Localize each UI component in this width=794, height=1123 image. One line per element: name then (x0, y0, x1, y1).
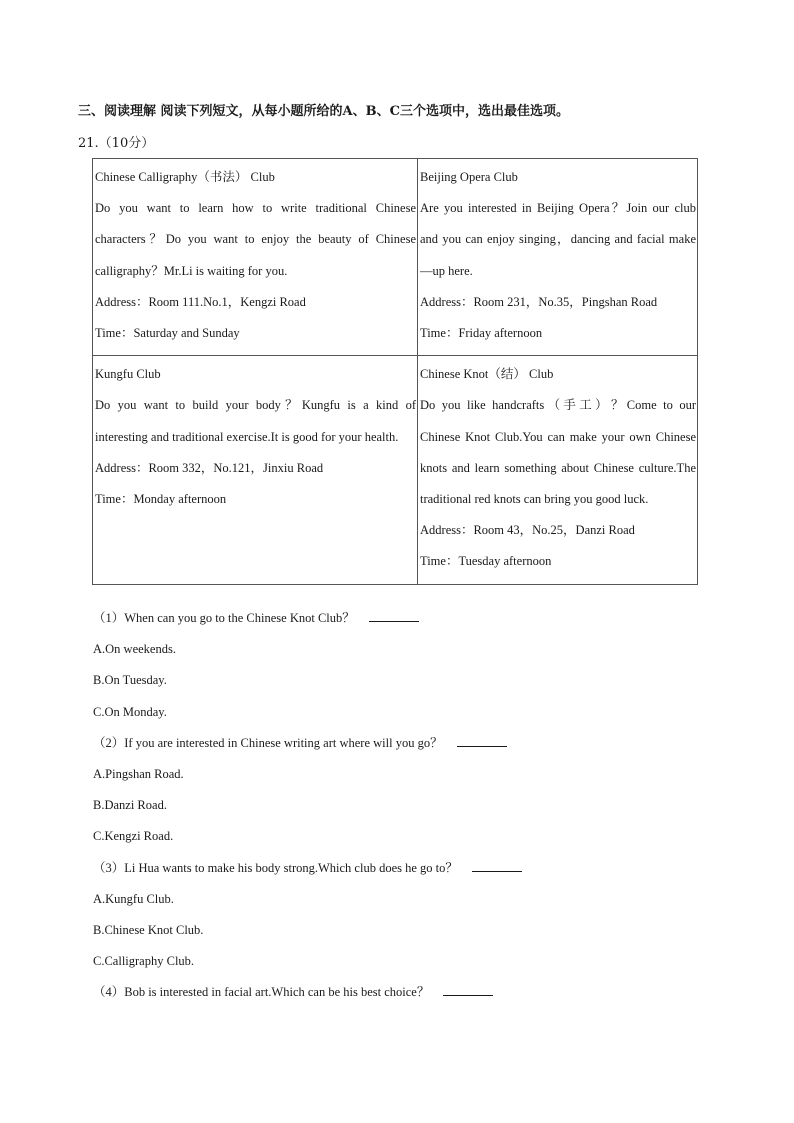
answer-option[interactable]: A.Pingshan Road. (93, 767, 184, 782)
club-description: Do you want to learn how to write traditional Chinese characters？Do you want to enjoy the beauty of Chinese calligraphy？Mr.Li is waiting for you. (95, 201, 416, 278)
answer-option[interactable]: C.Calligraphy Club. (93, 954, 195, 969)
section-heading: 三、阅读理解 阅读下列短文，从每小题所给的A、B、C三个选项中，选出最佳选项。 (78, 104, 569, 119)
answer-blank[interactable] (369, 620, 419, 622)
club-name: Beijing Opera Club (420, 170, 518, 184)
answer-blank[interactable] (472, 870, 522, 872)
table-row (93, 159, 698, 356)
answer-option[interactable]: B.Chinese Knot Club. (93, 923, 204, 938)
club-cell-calligraphy (93, 159, 418, 356)
club-address: Address：Room 43，No.25，Danzi Road (420, 523, 635, 538)
answer-option[interactable]: A.Kungfu Club. (93, 891, 174, 906)
question-number: 21.（10分） (78, 136, 155, 151)
club-name: Kungfu Club (95, 367, 161, 382)
question-stem: （1）When can you go to the Chinese Knot Club？ (93, 611, 355, 625)
question-stem: （3）Li Hua wants to make his body strong.Which club does he go to？ (93, 860, 458, 875)
question-stem-line (93, 853, 703, 884)
question-block (93, 603, 703, 728)
question-stem-line (93, 603, 703, 634)
club-time: Time：Tuesday afternoon (420, 554, 552, 569)
question-block (93, 728, 703, 853)
question-block (93, 977, 703, 1008)
clubs-table (92, 158, 698, 585)
answer-option[interactable]: C.On Monday. (93, 704, 167, 719)
club-description: Are you interested in Beijing Opera？Join our club and you can enjoy singing，dancing and facial make—up here. (420, 201, 696, 278)
answer-option[interactable]: A.On weekends. (93, 642, 176, 657)
club-time: Time：Saturday and Sunday (95, 326, 240, 341)
question-stem: （4）Bob is interested in facial art.Which can be his best choice？ (93, 985, 430, 1000)
club-time: Time：Friday afternoon (420, 326, 543, 341)
answer-blank[interactable] (457, 745, 507, 747)
club-address: Address：Room 231，No.35，Pingshan Road (420, 294, 658, 309)
club-address: Address：Room 111.No.1，Kengzi Road (95, 294, 306, 309)
club-description: Do you want to build your body？Kungfu is a kind of interesting and traditional exercise.It is good for your health. (95, 398, 416, 444)
club-name: Chinese Calligraphy（书法） Club (95, 170, 275, 184)
questions-list (93, 603, 703, 1009)
club-description: Do you like handcrafts（手工）？Come to our Chinese Knot Club.You can make your own Chinese knots and learn something about Chinese culture.The traditional red knots can bring you good luck. (420, 398, 696, 507)
question-stem: （2）If you are interested in Chinese writing art where will you go？ (93, 735, 443, 750)
club-cell-opera (418, 159, 698, 356)
club-time: Time：Monday afternoon (95, 492, 227, 507)
answer-blank[interactable] (443, 994, 493, 996)
answer-option[interactable]: B.On Tuesday. (93, 673, 167, 688)
table-row (93, 356, 698, 584)
question-stem-line (93, 977, 703, 1008)
answer-option[interactable]: C.Kengzi Road. (93, 829, 174, 844)
question-stem-line (93, 728, 703, 759)
answer-option[interactable]: B.Danzi Road. (93, 798, 167, 813)
club-cell-knot (418, 356, 698, 584)
club-address: Address：Room 332，No.121，Jinxiu Road (95, 460, 324, 475)
question-block (93, 853, 703, 978)
club-name: Chinese Knot（结） Club (420, 367, 554, 382)
club-cell-kungfu (93, 356, 418, 584)
